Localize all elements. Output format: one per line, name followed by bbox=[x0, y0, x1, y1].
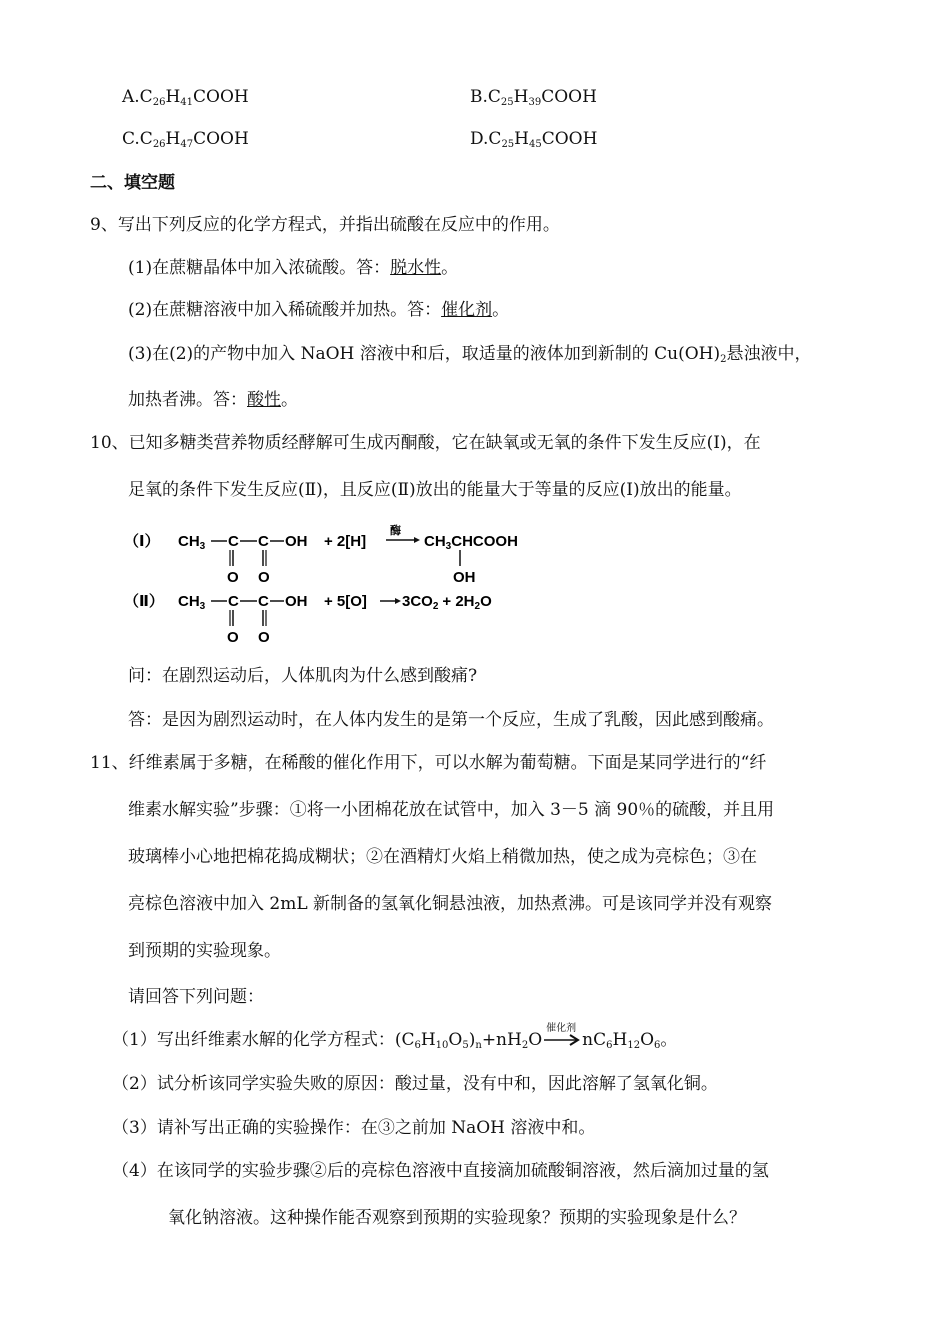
eq2-ch3: $CH_3$ bbox=[178, 593, 206, 612]
choice-b: $B.C_{25}H_{39}COOH$ bbox=[470, 87, 597, 108]
q11-sub1: （1）写出纤维素水解的化学方程式：$(C_6H_{10}O_5)_n+nH_2O$ 催化剂 $nC_6H_{12}O_6$。 bbox=[112, 1023, 678, 1051]
eq1-carbon1: C bbox=[228, 533, 239, 550]
q10-question: 问：在剧烈运动后，人体肌肉为什么感到酸痛? bbox=[128, 666, 478, 686]
q11-line5: 到预期的实验现象。 bbox=[128, 941, 281, 961]
section-title: 二、填空题 bbox=[90, 173, 175, 193]
eq1-carbon2: C bbox=[258, 533, 269, 550]
q9-part2: (2)在蔗糖溶液中加入稀硫酸并加热。答：催化剂。 bbox=[128, 300, 510, 320]
q11-prompt: 请回答下列问题： bbox=[128, 987, 264, 1007]
choice-a: $A.C_{26}H_{41}COOH$ bbox=[122, 87, 249, 108]
q11-line3: 玻璃棒小心地把棉花捣成糊状；②在酒精灯火焰上稍微加热，使之成为亮棕色；③在 bbox=[128, 847, 757, 867]
eq1-oxygen1: O bbox=[227, 569, 239, 586]
q11-sub2: （2）试分析该同学实验失败的原因：酸过量，没有中和，因此溶解了氢氧化铜。 bbox=[112, 1074, 718, 1094]
q10-stem-line2: 足氧的条件下发生反应(Ⅱ)，且反应(Ⅱ)放出的能量大于等量的反应(I)放出的能量。 bbox=[128, 480, 742, 500]
eq2-label: （Ⅱ） bbox=[124, 593, 164, 610]
catalyst-arrow: 催化剂 bbox=[542, 1031, 582, 1045]
q9-answer3: 酸性 bbox=[247, 390, 281, 410]
eq1-product-oh: OH bbox=[453, 569, 476, 586]
q11-line4: 亮棕色溶液中加入 2mL 新制备的氢氧化铜悬浊液，加热煮沸。可是该同学并没有观察 bbox=[128, 894, 773, 914]
eq2-carbon1: C bbox=[228, 593, 239, 610]
q9-answer2: 催化剂 bbox=[441, 300, 493, 320]
q9-stem: 9、写出下列反应的化学方程式，并指出硫酸在反应中的作用。 bbox=[90, 215, 560, 235]
eq1-product: $CH_3CHCOOH$ bbox=[424, 533, 518, 552]
eq2-carbon2: C bbox=[258, 593, 269, 610]
eq2-reagent: + 5[O] bbox=[324, 593, 367, 610]
q11-line1: 11、纤维素属于多糖，在稀酸的催化作用下，可以水解为葡萄糖。下面是某同学进行的“纤 bbox=[90, 753, 767, 773]
eq1-ch3: $CH_3$ bbox=[178, 533, 206, 552]
eq1-label: （Ⅰ） bbox=[124, 533, 160, 550]
q11-line2: 维素水解实验”步骤：①将一小团棉花放在试管中，加入 3－5 滴 90％的硫酸，并且用 bbox=[128, 800, 775, 820]
reaction-equations bbox=[124, 522, 544, 646]
eq2-products: $3CO_2 + 2H_2O$ bbox=[402, 593, 492, 612]
eq2-oxygen1: O bbox=[227, 629, 239, 646]
q10-stem-line1: 10、已知多糖类营养物质经酵解可生成丙酮酸，它在缺氧或无氧的条件下发生反应(I)，在 bbox=[90, 433, 761, 453]
q11-sub4-line1: （4）在该同学的实验步骤②后的亮棕色溶液中直接滴加硫酸铜溶液，然后滴加过量的氢 bbox=[112, 1161, 769, 1181]
choice-c: $C.C_{26}H_{47}COOH$ bbox=[122, 129, 249, 150]
q9-part3: (3)在(2)的产物中加入 NaOH 溶液中和后，取适量的液体加到新制的 $Cu(OH)_2$悬浊液中， bbox=[128, 344, 812, 365]
q9-part1: (1)在蔗糖晶体中加入浓硫酸。答：脱水性。 bbox=[128, 258, 459, 278]
q10-answer: 答：是因为剧烈运动时，在人体内发生的是第一个反应，生成了乳酸，因此感到酸痛。 bbox=[128, 710, 774, 730]
eq2-oh: OH bbox=[285, 593, 308, 610]
q11-sub4-line2: 氧化钠溶液。这种操作能否观察到预期的实验现象？预期的实验现象是什么？ bbox=[168, 1208, 746, 1228]
choice-d: $D.C_{25}H_{45}COOH$ bbox=[470, 129, 598, 150]
q9-answer1: 脱水性 bbox=[390, 258, 442, 278]
eq1-oxygen2: O bbox=[258, 569, 270, 586]
eq1-oh: OH bbox=[285, 533, 308, 550]
eq1-catalyst: 酶 bbox=[390, 525, 401, 537]
eq1-reagent: + 2[H] bbox=[324, 533, 367, 550]
eq2-oxygen2: O bbox=[258, 629, 270, 646]
q9-part3-line2: 加热者沸。答：酸性。 bbox=[128, 390, 298, 410]
q11-sub3: （3）请补写出正确的实验操作：在③之前加 NaOH 溶液中和。 bbox=[112, 1118, 596, 1138]
